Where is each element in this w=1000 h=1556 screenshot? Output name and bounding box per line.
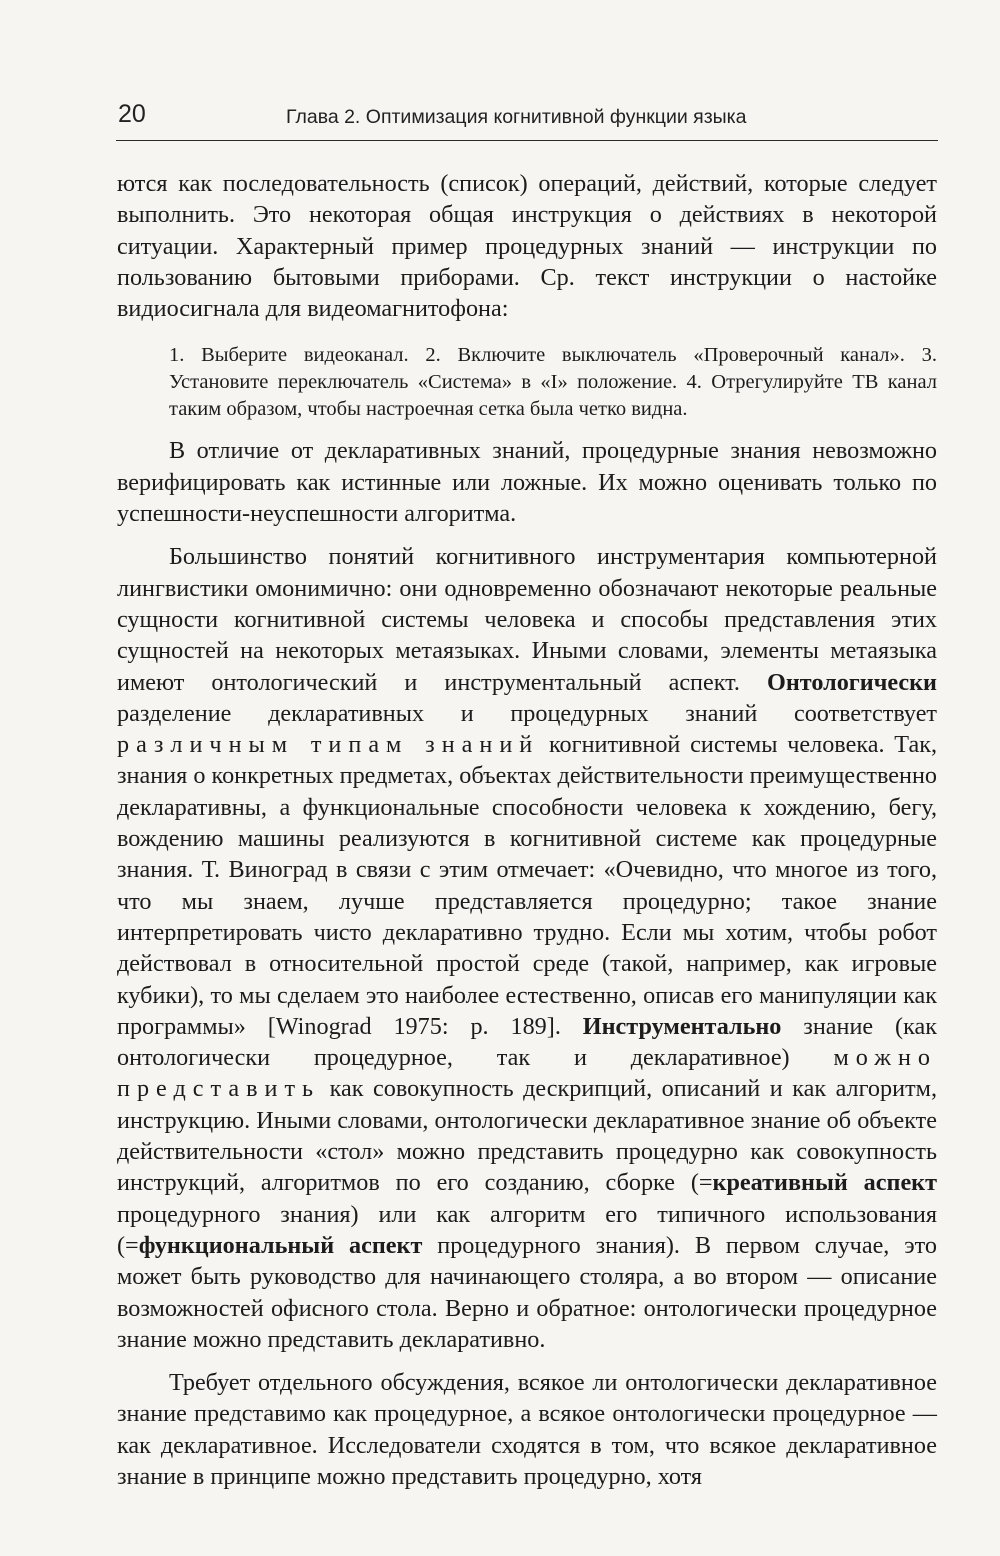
p3-text-c: разделение декларативных и процедурных знаний соответствует [117, 699, 937, 727]
instruction-example [169, 342, 937, 423]
page-number: 20 [118, 100, 146, 128]
page-header [116, 96, 938, 141]
paragraph-ontological-instrumental [117, 541, 937, 1355]
p3-text-k: процедурного знания) или как алгоритм его типичного использования (= [117, 1200, 937, 1259]
term-functional-aspect: функциональный аспект [138, 1231, 423, 1259]
term-ontologically: Онтологически [767, 668, 937, 696]
spaced-phrase-types: различным типам знаний [117, 731, 540, 759]
p3-text-e: когнитивной системы человека. Так, знания о конкретных предметах, объектах действительности преимущественно декларативны, а функциональные способности человека к хождению, бегу, вождению машины реализуются в когнитивной системе как процедурные знания. Т. Виноград в связи с этим отмечает: «Очевидно, что многое из того, что мы знаем, лучше представляется процедурно; такое знание интерпретировать чисто декларативно трудно. Если мы хотим, чтобы робот действовал в относительной простой среде (такой, например, как игровые кубики), то мы сделаем это наиболее естественно, описав его манипуляции как программы» [Winograd 1975: p. 189]. [117, 731, 937, 1040]
body-text [117, 168, 937, 1492]
p3-text-a: Большинство понятий когнитивного инструментария компьютерной лингвистики омонимично: они одновременно обозначают некоторые реальные сущности когнитивной системы человека и способы представления этих сущностей на некоторых метаязыках. Иными словами, элементы метаязыка имеют онтологический и инструментальный аспект. [117, 543, 937, 696]
instruction-example-text: 1. Выберите видеоканал. 2. Включите выключатель «Проверочный канал». 3. Установите переключатель «Система» в «I» положение. 4. Отрегулируйте ТВ канал таким образом, чтобы настроечная сетка была четко видна. [169, 344, 937, 421]
p3-text-g: знание (как онтологически процедурное, так и декларативное) [117, 1012, 937, 1072]
running-title: Глава 2. Оптимизация когнитивной функции языка [286, 106, 747, 128]
paragraph-procedural-knowledge: В отличие от декларативных знаний, процедурные знания невозможно верифицировать как истинные или ложные. Их можно оценивать только по успешности-неуспешности алгоритма. [117, 437, 937, 528]
p3-text-m: процедурного знания). В первом случае, это может быть руководство для начинающего столяра, а во втором — описание возможностей офисного стола. Верно и обратное: онтологически процедурное знание можно представить декларативно. [117, 1231, 937, 1353]
paragraph-continuation: ются как последовательность (список) операций, действий, которые следует выполнить. Это некоторая общая инструкция о действиях в некоторой ситуации. Характерный пример процедурных знаний — инструкции по пользованию бытовыми приборами. Ср. текст инструкции о настойке видиосигнала для видеомагнитофона: [117, 170, 937, 323]
spaced-phrase-represent: можно представить [117, 1044, 937, 1103]
p3-text-i: как совокупность дескрипций, описаний и как алгоритм, инструкцию. Иными словами, онтологически декларативное знание об объекте действительности «стол» можно представить процедурно как совокупность инструкций, алгоритмов по его созданию, сборке (= [117, 1075, 937, 1197]
term-instrumentally: Инструментально [582, 1012, 782, 1040]
paragraph-discussion: Требует отдельного обсуждения, всякое ли онтологически декларативное знание представимо как процедурное, а всякое онтологически процедурное — как декларативное. Исследователи сходятся в том, что всякое декларативное знание в принципе можно представить процедурно, хотя [117, 1369, 937, 1490]
term-creative-aspect: креативный аспект [712, 1169, 937, 1197]
